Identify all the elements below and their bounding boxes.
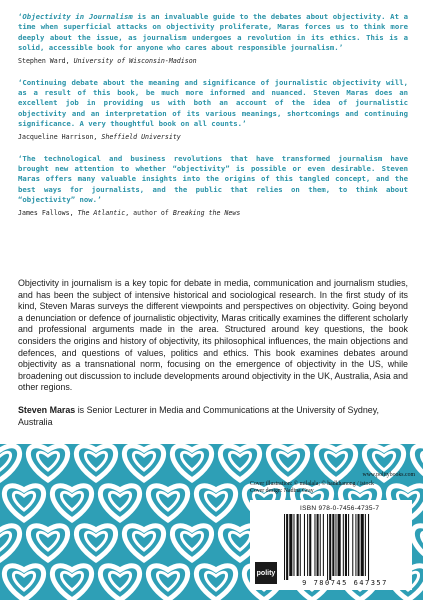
endorser-affiliation: University of Wisconsin-Madison — [73, 56, 197, 65]
barcode-bar — [289, 514, 292, 576]
endorsement-1 — [18, 12, 408, 66]
barcode-bar — [317, 514, 319, 576]
cover-design-credit: Cover design: Nadina Gray — [250, 488, 314, 495]
barcode-bar — [300, 514, 301, 576]
author-bio — [18, 405, 408, 428]
endorser-role: , author of — [125, 208, 173, 217]
endorser-affiliation: Sheffield University — [101, 132, 181, 141]
barcode-bar — [368, 514, 369, 580]
barcode-bar — [286, 514, 288, 580]
author-name: Steven Maras — [18, 405, 76, 415]
publisher-url[interactable]: www.politybooks.com — [362, 472, 415, 478]
endorsement-text: ‘Continuing debate about the meaning and significance of journalistic objectivity will, as a result of this book, be much more informed and nuanced. Steven Maras does an excellent job in providing us with both an account of the idea of journalistic objectivity and an interpretation of its various meanings, shortcomings and continuing significance. A very thoughtful book on all counts.’ — [18, 77, 408, 129]
endorsement-attribution — [18, 56, 408, 66]
endorsement-text: ‘The technological and business revolutions that have transformed journalism have brought new attention to whether “objectivity” is possible or even desirable. Steven Maras offers many valuable insights into the origins of this tangled concept, and the best ways for journalists, and the public that relies on them, to think about “objectivity” now.’ — [18, 153, 408, 205]
ean-number: 9 780745 647357 — [302, 579, 388, 587]
barcode-bar — [327, 514, 328, 580]
barcode-bar — [361, 514, 364, 576]
endorser-name: Stephen Ward, — [18, 56, 74, 65]
cover-credits — [250, 472, 415, 496]
endorsements — [18, 12, 408, 230]
barcode-bar — [365, 514, 366, 576]
endorsement-quote — [18, 78, 408, 130]
endorsement-2 — [18, 78, 408, 142]
barcode — [282, 514, 408, 580]
barcode-bar — [332, 514, 334, 576]
author-bio-text: is Senior Lecturer in Media and Communications at the University of Sydney, Australia — [18, 405, 379, 427]
barcode-bar — [323, 514, 324, 576]
endorser-name: Jacqueline Harrison, — [18, 132, 102, 141]
barcode-bar — [329, 514, 331, 580]
barcode-bar — [355, 514, 356, 576]
barcode-bar — [307, 514, 308, 576]
endorsement-book-title: Objectivity in Journalism — [22, 12, 133, 21]
barcode-bar — [345, 514, 347, 576]
endorsement-quote — [18, 154, 408, 206]
barcode-bar — [338, 514, 341, 576]
endorser-affiliation: The Atlantic — [77, 208, 126, 217]
barcode-bar — [352, 514, 353, 576]
barcode-bar — [348, 514, 349, 576]
cover-illustration-credit: Cover illustration: © milalala; © hadkhanong / istock — [250, 480, 374, 487]
endorsement-text: is an invaluable guide to the debates about objectivity. At a time when superficial attacks on objectivity proliferate, Maras forces us to think more deeply about the issue, as journalism undergoes a revolution in its ethics. This is a solid, accessible book for anyone who cares about responsible journalism.’ — [18, 12, 409, 53]
endorser-name: James Fallows, — [18, 208, 78, 217]
polity-logo: polity — [255, 562, 277, 584]
book-description: Objectivity in journalism is a key topic for debate in media, communication and journalism studies, and has been the subject of intensive historical and sociological research. In the first study of its kind, Steven Maras surveys the different viewpoints and perspectives on objectivity. Going beyond a denunciation or defence of journalistic objectivity, Maras critically examines the different scholarly and professional arguments made in the area. Structured around key questions, the book considers the origins and history of objectivity, its philosophical influences, the main objections and defences, and questions of values, politics and ethics. This book examines debates around objectivity as a transnational norm, focusing on the emergence of objectivity in the US, while broadening out discussion to include developments around objectivity in the UK, Australia, Asia and other regions. — [18, 278, 408, 393]
endorsement-attribution — [18, 208, 408, 218]
barcode-bar — [309, 514, 311, 576]
barcode-bar — [297, 514, 299, 576]
endorser-book: Breaking the News — [172, 208, 241, 217]
endorsement-3 — [18, 154, 408, 218]
barcode-bar — [314, 514, 315, 576]
endorsement-quote: ‘Objectivity in Journalism is an invaluable guide to the debates about objectivity. At a time when superficial attacks on objectivity proliferate, Maras forces us to think more deeply about the issue, as journalism undergoes a revolution in its ethics. This is a solid, accessible book for anyone who cares about responsible journalism.’ — [18, 12, 409, 53]
barcode-bar — [284, 514, 285, 580]
barcode-bar — [304, 514, 305, 576]
barcode-bar — [335, 514, 336, 576]
barcode-bar — [293, 514, 294, 576]
endorsement-attribution — [18, 132, 408, 142]
barcode-bar — [343, 514, 344, 576]
barcode-bar — [320, 514, 321, 576]
barcode-bar — [358, 514, 360, 576]
isbn-label: ISBN 978-0-7456-4735-7 — [300, 505, 380, 512]
